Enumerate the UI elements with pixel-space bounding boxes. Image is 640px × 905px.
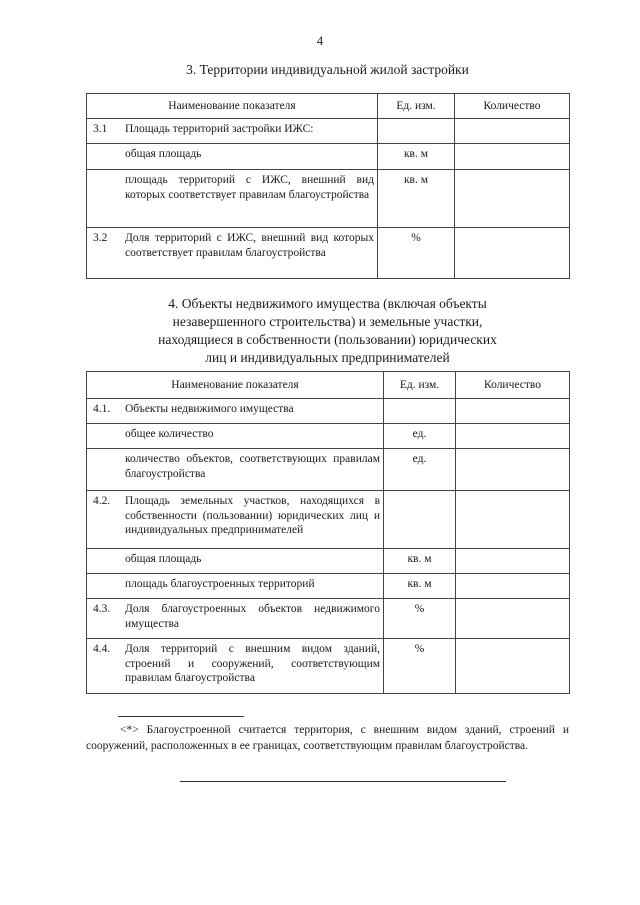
header-name: Наименование показателя <box>87 94 378 119</box>
header-qty: Количество <box>456 372 570 399</box>
table-row <box>87 170 570 228</box>
row-label: площадь благоустроенных территорий <box>125 578 315 590</box>
row-label: количество объектов, соответствующих правилам благоустройства <box>125 453 380 480</box>
row-label: общее количество <box>125 428 214 440</box>
table-row <box>87 399 570 424</box>
row-number: 4.4. <box>93 643 111 655</box>
table-row <box>87 228 570 279</box>
row-unit: кв. м <box>384 549 456 574</box>
table-section-4 <box>86 371 570 694</box>
table-header-row <box>87 94 570 119</box>
row-label: Объекты недвижимого имущества <box>125 403 294 415</box>
table-row <box>87 449 570 491</box>
section-3-title: 3. Территории индивидуальной жилой застройки <box>186 62 469 77</box>
row-quantity-cell <box>456 449 570 491</box>
header-name: Наименование показателя <box>87 372 384 399</box>
header-qty: Количество <box>455 94 570 119</box>
row-unit: % <box>378 228 455 279</box>
closing-divider <box>180 781 506 782</box>
row-quantity-cell <box>456 599 570 639</box>
row-number: 4.1. <box>93 403 111 415</box>
row-unit <box>384 399 456 424</box>
table-row <box>87 599 570 639</box>
footnote-divider <box>118 716 244 717</box>
section-4-title <box>86 295 569 367</box>
row-label: Площадь территорий застройки ИЖС: <box>125 123 314 135</box>
section-4-title-line: находящиеся в собственности (пользовании) юридических <box>158 332 497 347</box>
row-unit: кв. м <box>378 170 455 228</box>
row-quantity-cell <box>456 574 570 599</box>
row-quantity-cell <box>456 399 570 424</box>
table-header-row <box>87 372 570 399</box>
row-unit: кв. м <box>384 574 456 599</box>
row-unit: ед. <box>384 449 456 491</box>
table-row <box>87 549 570 574</box>
row-quantity-cell <box>455 170 570 228</box>
section-4-title-line: незавершенного строительства) и земельные участки, <box>172 314 483 329</box>
row-number: 4.3. <box>93 603 111 615</box>
row-number: 4.2. <box>93 495 111 507</box>
row-quantity-cell <box>455 144 570 170</box>
row-unit <box>378 119 455 144</box>
table-section-3 <box>86 93 570 279</box>
row-unit <box>384 491 456 549</box>
section-4-title-line: лиц и индивидуальных предпринимателей <box>205 350 450 365</box>
row-label: Площадь земельных участков, находящихся в собственности (пользовании) юридических лиц и индивидуальных предпринимателей <box>125 495 380 536</box>
table-row <box>87 639 570 694</box>
row-unit: кв. м <box>378 144 455 170</box>
page-number: 4 <box>316 33 324 48</box>
row-label: общая площадь <box>125 148 202 160</box>
row-label: Доля территорий с ИЖС, внешний вид которых соответствует правилам благоустройства <box>125 232 374 259</box>
table-row <box>87 574 570 599</box>
row-unit: ед. <box>384 424 456 449</box>
row-unit: % <box>384 639 456 694</box>
table-row <box>87 424 570 449</box>
row-quantity-cell <box>455 228 570 279</box>
row-label: общая площадь <box>125 553 202 565</box>
row-label: площадь территорий с ИЖС, внешний вид которых соответствует правилам благоустройства <box>125 174 374 201</box>
footnote: <*> Благоустроенной считается территория, с внешним видом зданий, строений и сооружений, расположенных в ее границах, соответствующим правилам благоустройства. <box>86 724 569 752</box>
row-label: Доля благоустроенных объектов недвижимого имущества <box>125 603 380 630</box>
row-number: 3.2 <box>93 232 108 244</box>
header-unit: Ед. изм. <box>378 94 455 119</box>
table-row <box>87 144 570 170</box>
header-unit: Ед. изм. <box>384 372 456 399</box>
row-quantity-cell <box>455 119 570 144</box>
row-unit: % <box>384 599 456 639</box>
row-label: Доля территорий с внешним видом зданий, строений и сооружений, соответствующим правилам благоустройства <box>125 643 380 684</box>
row-quantity-cell <box>456 549 570 574</box>
row-quantity-cell <box>456 639 570 694</box>
row-quantity-cell <box>456 491 570 549</box>
table-row <box>87 119 570 144</box>
section-4-title-line: 4. Объекты недвижимого имущества (включая объекты <box>168 296 487 311</box>
table-row <box>87 491 570 549</box>
row-number: 3.1 <box>93 123 108 135</box>
row-quantity-cell <box>456 424 570 449</box>
